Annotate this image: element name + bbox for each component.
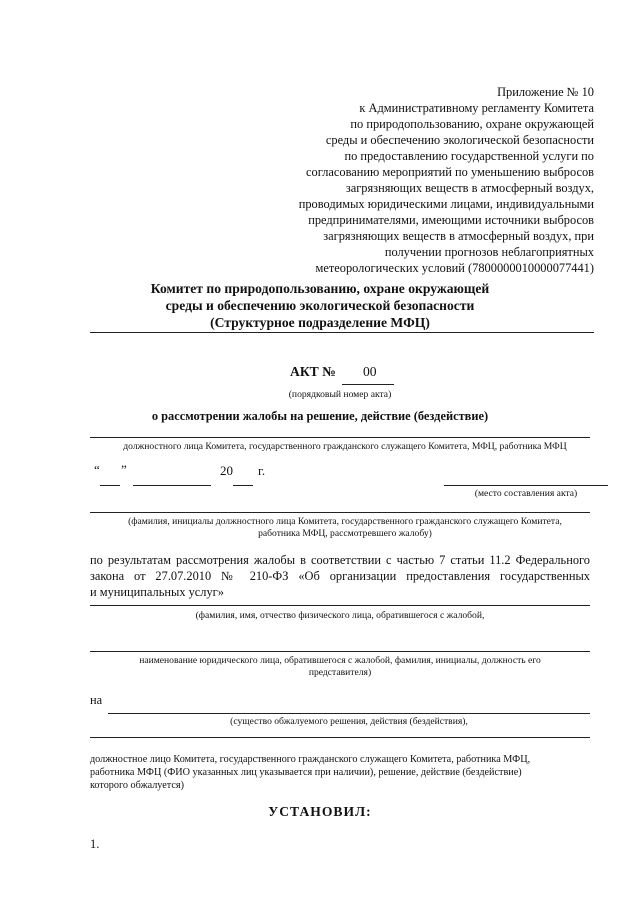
date-year-suffix: г. <box>258 463 266 478</box>
structural-unit-title: (Структурное подразделение МФЦ) <box>210 315 430 330</box>
appendix-line: предпринимателями, имеющими источники выбросов <box>308 213 594 227</box>
legal-entity-line <box>90 651 590 652</box>
date-month-line <box>133 485 211 486</box>
established-heading: УСТАНОВИЛ: <box>268 804 372 819</box>
date-year-line <box>233 485 253 486</box>
essence-line <box>108 713 590 714</box>
appeal-line <box>90 737 590 738</box>
applicant-caption: (фамилия, имя, отчество физического лица, обратившегося с жалобой, <box>195 610 485 621</box>
act-number-line <box>342 384 394 385</box>
appendix-line: среды и обеспечению экологической безопасности <box>325 133 594 147</box>
place-line <box>444 485 608 486</box>
date-day-line <box>100 485 120 486</box>
legal-caption-2: представителя) <box>308 667 372 678</box>
official-line <box>90 437 590 438</box>
place-caption: (место составления акта) <box>474 488 578 499</box>
applicant-line <box>90 605 590 606</box>
legal-caption-1: наименование юридического лица, обратившегося с жалобой, фамилия, инициалы, должность его <box>139 655 541 666</box>
official-caption: должностного лица Комитета, государственного гражданского служащего Комитета, МФЦ, работника МФЦ <box>123 441 567 452</box>
appendix-line: к Административному регламенту Комитета <box>359 101 594 115</box>
reviewer-caption-2: работника МФЦ, рассмотревшего жалобу) <box>258 528 432 539</box>
appendix-line: метеорологических условий (7800000010000077441) <box>315 261 594 275</box>
result-line-3: и муниципальных услуг» <box>90 585 224 599</box>
reviewer-caption-1: (фамилия, инициалы должностного лица Комитета, государственного гражданского служащего Комитета, <box>128 516 562 527</box>
header-underline <box>90 332 594 333</box>
appendix-line: Приложение № 10 <box>497 85 594 99</box>
appendix-line: загрязняющих веществ в атмосферный воздух, при <box>323 229 594 243</box>
reviewer-line <box>90 512 590 513</box>
act-number-caption: (порядковый номер акта) <box>288 389 392 400</box>
date-quote-close: ” <box>121 462 127 477</box>
on-label: на <box>90 693 103 707</box>
date-year-prefix: 20 <box>220 463 233 478</box>
committee-title-line-2: среды и обеспечению экологической безопасности <box>165 298 475 313</box>
appendix-block <box>264 84 594 276</box>
appendix-line: согласованию мероприятий по уменьшению выбросов <box>306 165 594 179</box>
appendix-line: по природопользованию, охране окружающей <box>350 117 594 131</box>
act-subject: о рассмотрении жалобы на решение, действие (бездействие) <box>151 409 489 423</box>
item-1-label: 1. <box>90 837 100 851</box>
act-number: 00 <box>363 364 377 379</box>
appeal-line-2: работника МФЦ (ФИО указанных лиц указывается при наличии), решение, действие (бездействие) <box>90 767 522 778</box>
appendix-line: проводимых юридическими лицами, индивидуальными <box>298 197 594 211</box>
date-quote-open: “ <box>94 462 100 477</box>
appendix-line: получении прогнозов неблагоприятных <box>384 245 594 259</box>
appeal-line-1: должностное лицо Комитета, государственного гражданского служащего Комитета, работника МФЦ, <box>90 754 531 765</box>
appendix-line: по предоставлению государственной услуги по <box>344 149 594 163</box>
essence-caption: (существо обжалуемого решения, действия (бездействия), <box>230 716 468 727</box>
act-label: АКТ № <box>290 364 336 379</box>
result-line-1: по результатам рассмотрения жалобы в соответствии с частью 7 статьи 11.2 Федерального <box>90 553 590 567</box>
appendix-line: загрязняющих веществ в атмосферный воздух, <box>345 181 594 195</box>
result-line-2: закона от 27.07.2010 № 210-ФЗ «Об организации предоставления государственных <box>90 569 590 583</box>
appeal-line-3: которого обжалуется) <box>90 780 184 791</box>
committee-title-line-1: Комитет по природопользованию, охране окружающей <box>150 281 490 296</box>
